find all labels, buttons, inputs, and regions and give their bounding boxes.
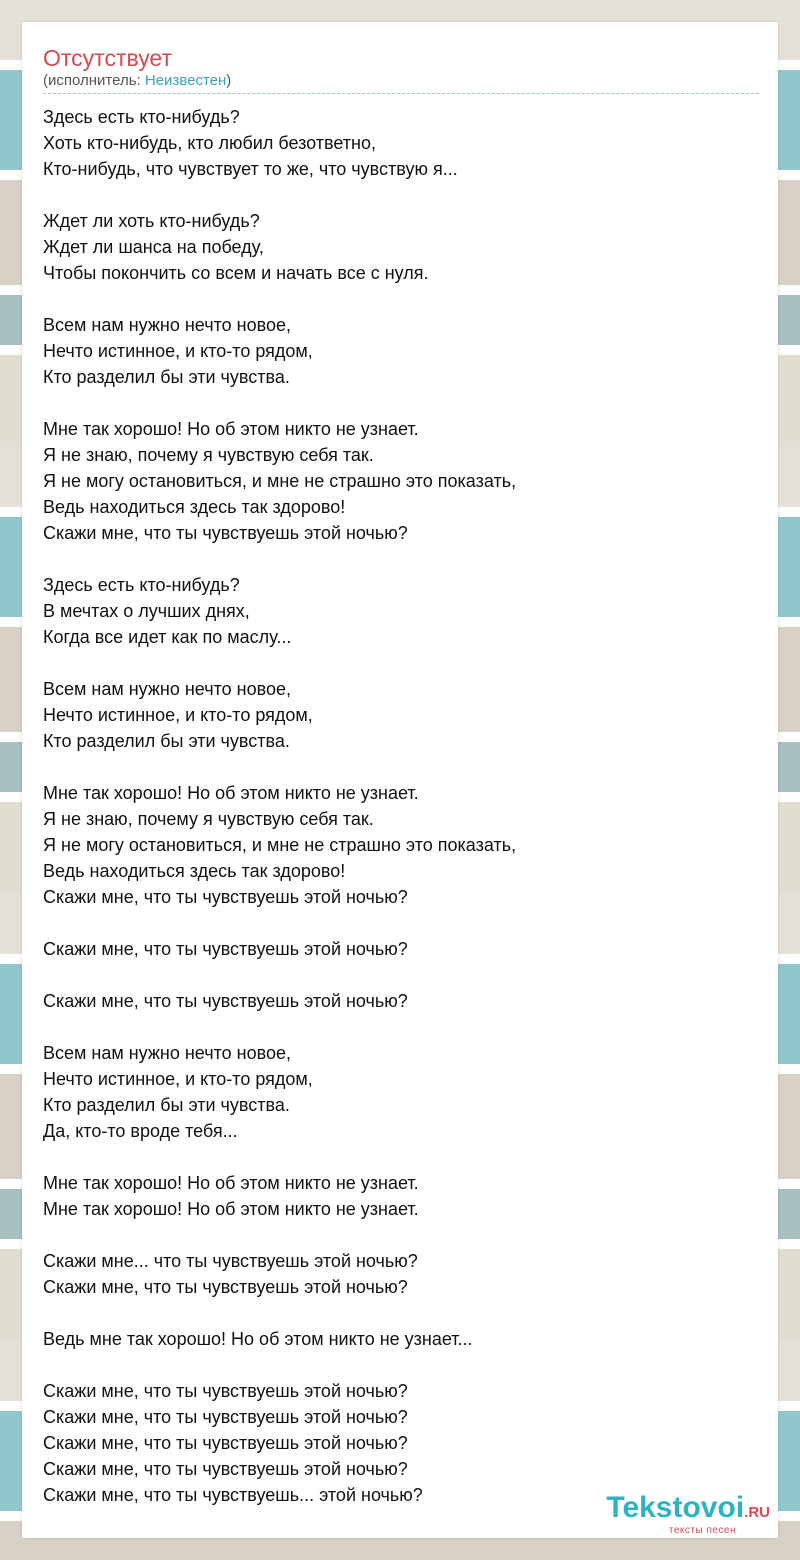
lyrics-line: Скажи мне, что ты чувствуешь этой ночью?	[43, 1277, 408, 1297]
lyrics-line: Ведь мне так хорошо! Но об этом никто не узнает...	[43, 1329, 473, 1349]
logo-subtitle: тексты песен	[668, 1525, 736, 1536]
lyrics-line: Скажи мне, что ты чувствуешь этой ночью?	[43, 887, 408, 907]
lyrics-body	[43, 104, 763, 1508]
lyrics-line: Всем нам нужно нечто новое,	[43, 1043, 291, 1063]
lyrics-line: Ждет ли шанса на победу,	[43, 237, 264, 257]
lyrics-blank-line	[43, 754, 763, 780]
lyrics-line: Да, кто-то вроде тебя...	[43, 1121, 238, 1141]
lyrics-line: Здесь есть кто-нибудь?	[43, 575, 240, 595]
lyrics-line: Нечто истинное, и кто-то рядом,	[43, 1069, 313, 1089]
lyrics-line: Ждет ли хоть кто-нибудь?	[43, 211, 260, 231]
logo-main-text: Tekstovoi	[606, 1491, 745, 1524]
lyrics-line: Скажи мне, что ты чувствуешь этой ночью?	[43, 939, 408, 959]
lyrics-line: Нечто истинное, и кто-то рядом,	[43, 341, 313, 361]
lyrics-line: Скажи мне, что ты чувствуешь этой ночью?	[43, 1407, 408, 1427]
lyrics-line: Мне так хорошо! Но об этом никто не узнает.	[43, 419, 419, 439]
lyrics-line: Кто-нибудь, что чувствует то же, что чувствую я...	[43, 159, 458, 179]
lyrics-line: Когда все идет как по маслу...	[43, 627, 292, 647]
lyrics-line: Кто разделил бы эти чувства.	[43, 367, 290, 387]
lyrics-blank-line	[43, 910, 763, 936]
lyrics-line: Скажи мне, что ты чувствуешь этой ночью?	[43, 1433, 408, 1453]
lyrics-blank-line	[43, 1144, 763, 1170]
logo-tld: .RU	[744, 1504, 770, 1521]
lyrics-line: Всем нам нужно нечто новое,	[43, 315, 291, 335]
lyrics-blank-line	[43, 1222, 763, 1248]
lyrics-blank-line	[43, 1300, 763, 1326]
lyrics-line: Скажи мне, что ты чувствуешь этой ночью?	[43, 1381, 408, 1401]
lyrics-line: Ведь находиться здесь так здорово!	[43, 861, 346, 881]
lyrics-line: Я не могу остановиться, и мне не страшно это показать,	[43, 471, 517, 491]
lyrics-line: Здесь есть кто-нибудь?	[43, 107, 240, 127]
lyrics-blank-line	[43, 182, 763, 208]
lyrics-line: Скажи мне... что ты чувствуешь этой ночью?	[43, 1251, 418, 1271]
lyrics-line: Кто разделил бы эти чувства.	[43, 1095, 290, 1115]
artist-suffix: )	[226, 72, 232, 89]
lyrics-line: Скажи мне, что ты чувствуешь этой ночью?	[43, 1459, 408, 1479]
lyrics-blank-line	[43, 962, 763, 988]
lyrics-line: Я не знаю, почему я чувствую себя так.	[43, 809, 374, 829]
lyrics-line: Мне так хорошо! Но об этом никто не узнает.	[43, 1173, 419, 1193]
lyrics-blank-line	[43, 1352, 763, 1378]
artist-link[interactable]: Неизвестен	[144, 72, 227, 89]
artist-line	[43, 72, 231, 90]
lyrics-line: Хоть кто-нибудь, кто любил безответно,	[43, 133, 376, 153]
lyrics-card	[22, 22, 778, 1538]
site-logo[interactable]	[606, 1492, 770, 1536]
title-divider	[43, 93, 759, 94]
lyrics-line: Я не знаю, почему я чувствую себя так.	[43, 445, 374, 465]
lyrics-blank-line	[43, 390, 763, 416]
lyrics-line: Всем нам нужно нечто новое,	[43, 679, 291, 699]
lyrics-line: Ведь находиться здесь так здорово!	[43, 497, 346, 517]
lyrics-blank-line	[43, 1014, 763, 1040]
logo-wordmark	[606, 1492, 770, 1529]
lyrics-blank-line	[43, 546, 763, 572]
lyrics-line: Скажи мне, что ты чувствуешь этой ночью?	[43, 991, 408, 1011]
song-title: Отсутствует	[43, 45, 172, 71]
lyrics-line: Кто разделил бы эти чувства.	[43, 731, 290, 751]
lyrics-line: Я не могу остановиться, и мне не страшно это показать,	[43, 835, 517, 855]
lyrics-line: Мне так хорошо! Но об этом никто не узнает.	[43, 783, 419, 803]
artist-prefix: (исполнитель:	[43, 72, 145, 89]
lyrics-line: Мне так хорошо! Но об этом никто не узнает.	[43, 1199, 419, 1219]
lyrics-blank-line	[43, 650, 763, 676]
lyrics-line: Скажи мне, что ты чувствуешь этой ночью?	[43, 523, 408, 543]
lyrics-blank-line	[43, 286, 763, 312]
lyrics-line: Скажи мне, что ты чувствуешь... этой ночью?	[43, 1485, 423, 1505]
lyrics-line: Чтобы покончить со всем и начать все с нуля.	[43, 263, 429, 283]
lyrics-line: Нечто истинное, и кто-то рядом,	[43, 705, 313, 725]
lyrics-line: В мечтах о лучших днях,	[43, 601, 250, 621]
